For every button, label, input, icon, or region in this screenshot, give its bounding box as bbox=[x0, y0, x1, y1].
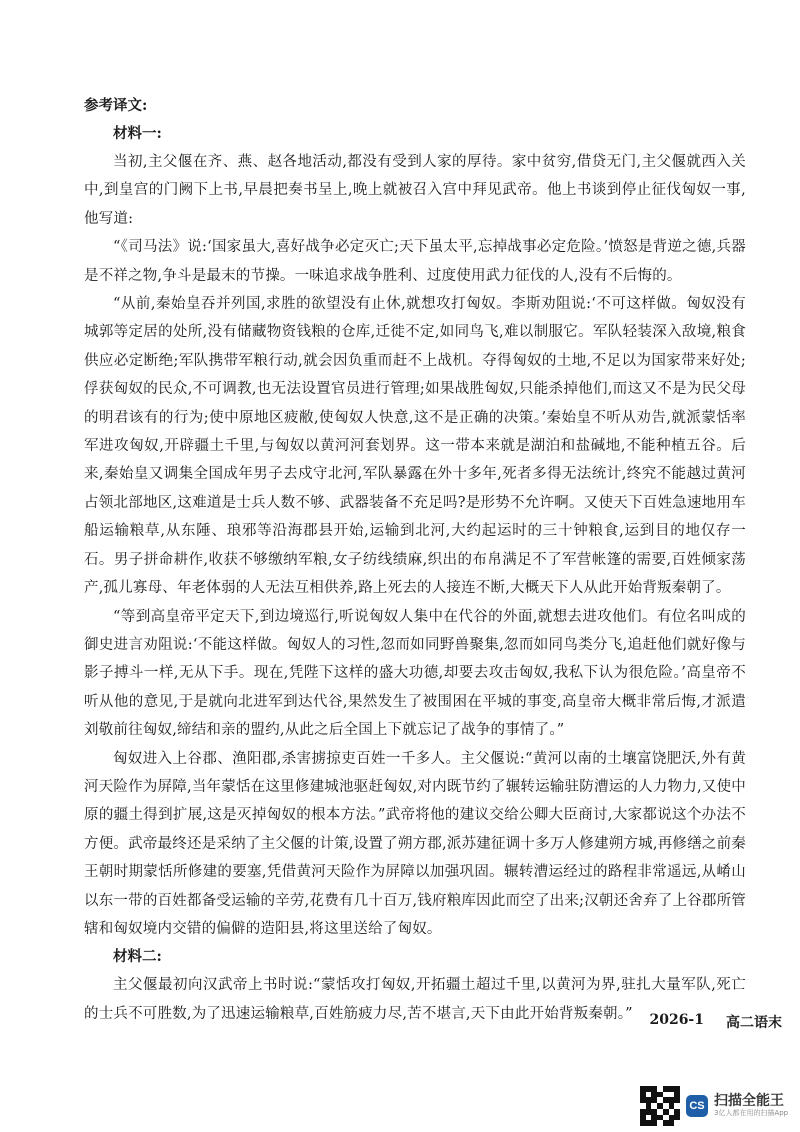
document-heading: 参考译文: bbox=[84, 97, 148, 114]
qr-code-icon bbox=[640, 1086, 680, 1126]
page-footer bbox=[649, 1012, 782, 1032]
footer-date: 2026-1 bbox=[649, 1012, 704, 1028]
paragraph: “从前,秦始皇吞并列国,求胜的欲望没有止休,就想攻打匈奴。李斯劝阻说:‘不可这样做。匈奴没有城郭等定居的处所,没有储藏物资钱粮的仓库,迁徙不定,如同鸟飞,难以制服它。军队轻装深入敌境,粮食供应必定断绝;军队携带军粮行动,就会因负重而赶不上战机。夺得匈奴的土地,不足以为国家带来好处;俘获匈奴的民众,不可调教,也无法设置官员进行管理;如果战胜匈奴,只能杀掉他们,而这又不是为民父母的明君该有的行为;使中原地区疲敝,使匈奴人快意,这不是正确的决策。’秦始皇不听从劝告,就派蒙恬率军进攻匈奴,开辟疆土千里,与匈奴以黄河河套划界。这一带本来就是湖泊和盐碱地,不能种植五谷。后来,秦始皇又调集全国成年男子去戍守北河,军队暴露在外十多年,死者多得无法统计,终究不能越过黄河占领北部地区,这难道是士兵人数不够、武器装备不充足吗?是形势不允许啊。又使天下百姓急速地用车船运输粮草,从东陲、琅邪等沿海郡县开始,运输到北河,大约起运时的三十钟粮食,运到目的地仅存一石。男子拼命耕作,收获不够缴纳军粮,女子纺线绩麻,织出的布帛满足不了军营帐篷的需要,百姓倾家荡产,孤儿寡母、年老体弱的人无法互相供养,路上死去的人接连不断,大概天下人从此开始背叛秦朝了。 bbox=[84, 296, 746, 597]
document-body bbox=[84, 92, 746, 1028]
footer-grade: 高二语末 bbox=[726, 1014, 782, 1030]
paragraph: “《司马法》说:‘国家虽大,喜好战争必定灭亡;天下虽太平,忘掉战事必定危险。’愤怒是背逆之德,兵器是不祥之物,争斗是最末的节操。一味追求战争胜利、过度使用武力征伐的人,没有不后悔的。 bbox=[84, 239, 746, 284]
watermark-subtitle: 3亿人都在用的扫描App bbox=[714, 1108, 789, 1117]
watermark-title: 扫描全能王 bbox=[714, 1093, 784, 1110]
material-one-label: 材料一: bbox=[113, 125, 162, 142]
paragraph: 匈奴进入上谷郡、渔阳郡,杀害掳掠吏百姓一千多人。主父偃说:“黄河以南的土壤富饶肥沃,外有黄河天险作为屏障,当年蒙恬在这里修建城池驱赶匈奴,对内既节约了辗转运输驻防漕运的人力物力,又使中原的疆土得到扩展,这是灭掉匈奴的根本方法。”武帝将他的建议交给公卿大臣商讨,大家都说这个办法不方便。武帝最终还是采纳了主父偃的计策,设置了朔方郡,派苏建征调十多万人修建朔方城,再修缮之前秦王朝时期蒙恬所修建的要塞,凭借黄河天险作为屏障以加强巩固。辗转漕运经过的路程非常遥远,从崤山以东一带的百姓都备受运输的辛劳,花费有几十百万,钱府粮库因此而空了出来;汉朝还舍弃了上谷郡所管辖和匈奴境内交错的偏僻的造阳县,将这里送给了匈奴。 bbox=[84, 750, 746, 937]
paragraph: “等到高皇帝平定天下,到边境巡行,听说匈奴人集中在代谷的外面,就想去进攻他们。有位名叫成的御史进言劝阻说:‘不能这样做。匈奴人的习性,忽而如同野兽聚集,忽而如同鸟类分飞,追赶他们就好像与影子搏斗一样,无从下手。现在,凭陛下这样的盛大功德,却要去攻击匈奴,我私下认为很危险。’高皇帝不听从他的意见,于是就向北进军到达代谷,果然发生了被围困在平城的事变,高皇帝大概非常后悔,才派遣刘敬前往匈奴,缔结和亲的盟约,从此之后全国上下就忘记了战争的事情了。” bbox=[84, 608, 746, 739]
scanner-watermark bbox=[640, 1080, 800, 1132]
material-two-label: 材料二: bbox=[113, 948, 162, 966]
paragraph: 当初,主父偃在齐、燕、赵各地活动,都没有受到人家的厚待。家中贫穷,借贷无门,主父偃就西入关中,到皇宫的门阙下上书,早晨把奏书呈上,晚上就被召入宫中拜见武帝。他上书谈到停止征伐匈奴一事,他写道: bbox=[84, 154, 746, 227]
paragraph: 主父偃最初向汉武帝上书时说:“蒙恬攻打匈奴,开拓疆土超过千里,以黄河为界,驻扎大量军队,死亡的士兵不可胜数,为了迅速运输粮草,百姓筋疲力尽,苦不堪言,天下由此开始背叛秦朝。” bbox=[84, 977, 746, 1022]
camscanner-logo-icon: CS bbox=[686, 1095, 708, 1117]
